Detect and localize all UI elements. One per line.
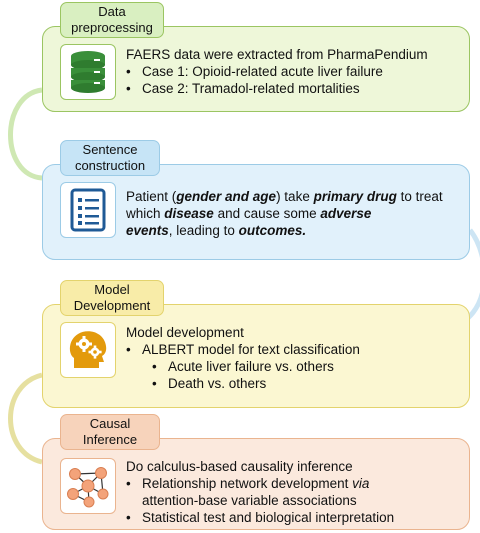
tab-label-line2: Inference [82, 432, 138, 447]
list-document-icon [60, 182, 116, 238]
stage-1-text [126, 46, 428, 97]
sentence-line-2: which disease and cause some adverse [126, 206, 372, 221]
connector-3-4 [11, 375, 43, 462]
tab-label-line1: Sentence [82, 142, 138, 157]
stage-3-text [126, 324, 360, 392]
stage-3-bullet: • ALBERT model for text classification [126, 342, 360, 357]
stage-1-bullet-2: • Case 2: Tramadol-related mortalities [126, 81, 360, 96]
tab-label-line1: Model [94, 282, 130, 297]
stage-1-bullet-1: • Case 1: Opioid-related acute liver failure [126, 64, 383, 79]
stage-4-bullet-1: • Relationship network development via attention-base variable associations [126, 476, 370, 508]
stage-4-title: Do calculus-based causality inference [126, 459, 353, 474]
tab-label-line1: Causal [89, 416, 131, 431]
sentence-line-1: Patient (gender and age) take primary drug to treat [126, 189, 443, 204]
tab-label-line2: construction [74, 158, 146, 173]
database-icon [60, 44, 116, 100]
tab-label-line1: Data [98, 4, 126, 19]
network-icon [60, 458, 116, 514]
tab-sentence-construction [60, 140, 160, 176]
stage-3-title: Model development [126, 325, 244, 340]
tab-model-development [60, 280, 164, 316]
connector-1-2 [11, 90, 43, 178]
tab-causal-inference [60, 414, 160, 450]
stage-2-sentence [126, 188, 443, 239]
tab-label-line2: preprocessing [71, 20, 153, 35]
stage-1-title: FAERS data were extracted from PharmaPendium [126, 47, 428, 62]
stage-4-text [126, 458, 394, 526]
tab-data-preprocessing [60, 2, 164, 38]
stage-3-subbullet-2: • Death vs. others [152, 376, 267, 391]
tab-label-line2: Development [73, 298, 151, 313]
brain-gears-icon [60, 322, 116, 378]
stage-4-bullet-2: • Statistical test and biological interpretation [126, 510, 395, 525]
sentence-line-3: events, leading to outcomes. [126, 223, 307, 238]
stage-3-subbullet-1: • Acute liver failure vs. others [152, 359, 334, 374]
